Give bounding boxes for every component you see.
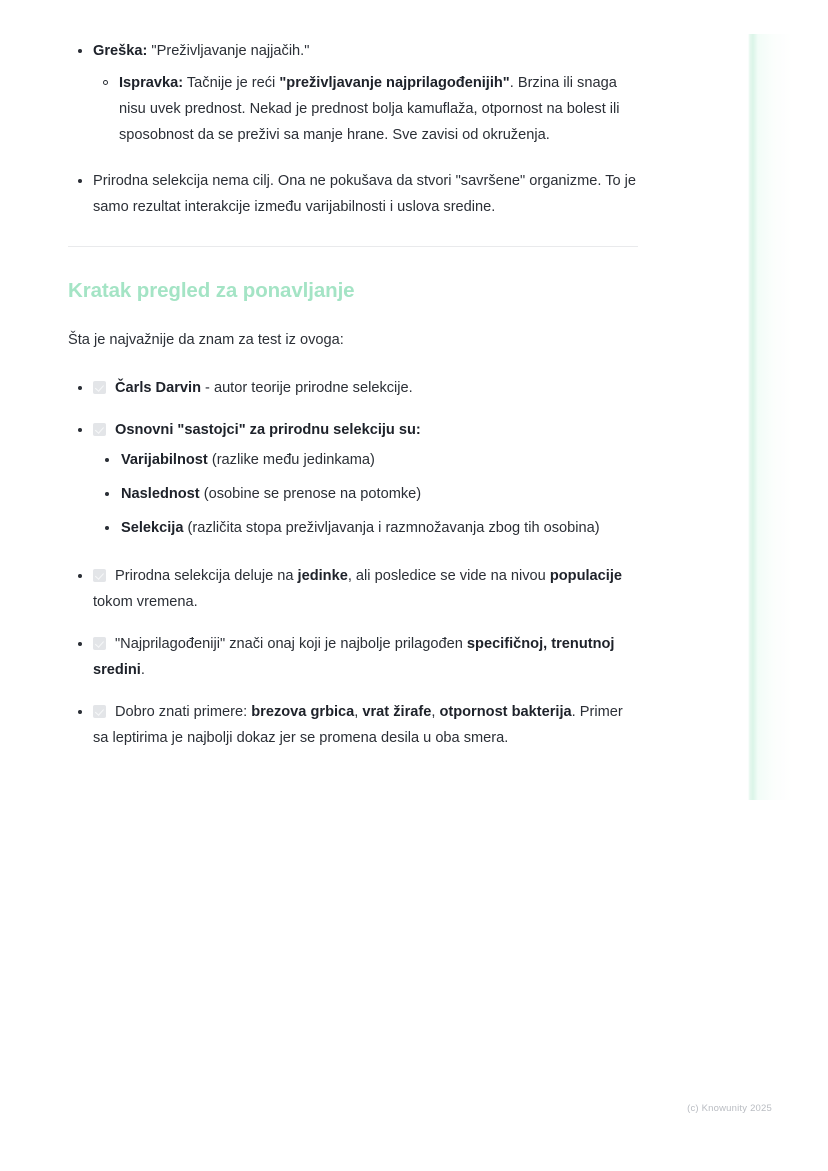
bullet-circle-icon <box>103 80 108 85</box>
section-divider <box>68 246 638 247</box>
ingredients-sublist <box>93 447 638 541</box>
bullet-disc-icon <box>105 458 109 462</box>
checklist-item-text: , <box>354 704 363 720</box>
checklist-item-text: , <box>431 704 440 720</box>
bullet-disc-icon <box>78 49 82 53</box>
checkbox-checked-icon[interactable] <box>93 705 106 718</box>
bullet-disc-icon <box>78 179 82 183</box>
sublist-item-text: (osobine se prenose na potomke) <box>199 486 422 502</box>
document-content <box>68 38 638 767</box>
checklist-item-text: . <box>140 662 145 678</box>
list-item <box>68 699 638 751</box>
sublist-item-text: (različita stopa preživljavanja i razmnožavanja zbog tih osobina) <box>183 520 600 536</box>
footer-credit: (c) Knowunity 2025 <box>687 1103 772 1114</box>
list-item <box>68 38 638 148</box>
right-edge-accent-band <box>748 34 792 800</box>
list-item <box>68 563 638 615</box>
checklist-item-bold: brezova grbica <box>251 704 355 720</box>
bullet-disc-icon <box>105 526 109 530</box>
checklist-item-text: - autor teorije prirodne selekcije. <box>200 380 413 396</box>
list-item <box>93 70 638 148</box>
bullet-disc-icon <box>105 492 109 496</box>
checklist-item-text: . Primer sa leptirima je najbolji dokaz jer se promena desila u oba smera. <box>93 704 623 746</box>
checkbox-checked-icon[interactable] <box>93 637 106 650</box>
checklist-item-text: Prirodna selekcija deluje na <box>115 568 298 584</box>
bullet-disc-icon <box>78 574 82 578</box>
checkbox-checked-icon[interactable] <box>93 381 106 394</box>
checklist-item-bold: jedinke <box>297 568 348 584</box>
sublist-item-text: (razlike među jedinkama) <box>207 452 375 468</box>
misconceptions-list <box>68 38 638 220</box>
correction-label: Ispravka: <box>119 75 184 91</box>
checklist-item-text: , ali posledice se vide na nivou <box>347 568 550 584</box>
correction-text-part2: . Brzina ili snaga nisu uvek prednost. Nekad je prednost bolja kamuflaža, otpornost na bolest ili sposobnost da se preživi sa manje hrane. Sve zavisi od okruženja. <box>119 75 620 143</box>
list-item <box>68 631 638 683</box>
list-item <box>68 417 638 541</box>
bullet-disc-icon <box>78 710 82 714</box>
list-item <box>68 375 638 401</box>
misconception-text: Prirodna selekcija nema cilj. Ona ne pokušava da stvori "savršene" organizme. To je samo rezultat interakcije između varijabilnosti i uslova sredine. <box>93 173 637 215</box>
correction-text-bold: "preživljavanje najprilagođenijih" <box>279 75 510 91</box>
sublist-item-bold: Varijabilnost <box>121 452 208 468</box>
checkbox-checked-icon[interactable] <box>93 569 106 582</box>
list-item <box>93 515 638 541</box>
review-checklist <box>68 375 638 751</box>
bullet-disc-icon <box>78 642 82 646</box>
page-title: Kratak pregled za ponavljanje <box>68 279 355 302</box>
checklist-item-text: tokom vremena. <box>93 594 198 610</box>
list-item <box>93 481 638 507</box>
list-item <box>93 447 638 473</box>
checklist-item-bold: populacije <box>549 568 623 584</box>
checklist-item-bold: otpornost bakterija <box>439 704 572 720</box>
sublist-item-bold: Selekcija <box>121 520 184 536</box>
checklist-item-text: "Najprilagođeniji" znači onaj koji je najbolje prilagođen <box>115 636 467 652</box>
checkbox-checked-icon[interactable] <box>93 423 106 436</box>
bullet-disc-icon <box>78 386 82 390</box>
misconception-text: "Preživljavanje najjačih." <box>147 43 310 59</box>
bullet-disc-icon <box>78 428 82 432</box>
review-lead-text: Šta je najvažnije da znam za test iz ovoga: <box>68 332 344 348</box>
checklist-item-bold: specifičnoj, trenutnoj sredini <box>93 636 615 678</box>
misconception-correction-list <box>93 70 638 148</box>
misconception-label: Greška: <box>93 43 148 59</box>
checklist-item-text: Dobro znati primere: <box>115 704 252 720</box>
checklist-item-bold: Osnovni "sastojci" za prirodnu selekciju su: <box>115 422 421 438</box>
correction-text-part1: Tačnije je reći <box>183 75 280 91</box>
checklist-item-bold: Čarls Darvin <box>115 380 201 396</box>
sublist-item-bold: Naslednost <box>121 486 200 502</box>
list-item <box>68 168 638 220</box>
checklist-item-bold: vrat žirafe <box>362 704 432 720</box>
